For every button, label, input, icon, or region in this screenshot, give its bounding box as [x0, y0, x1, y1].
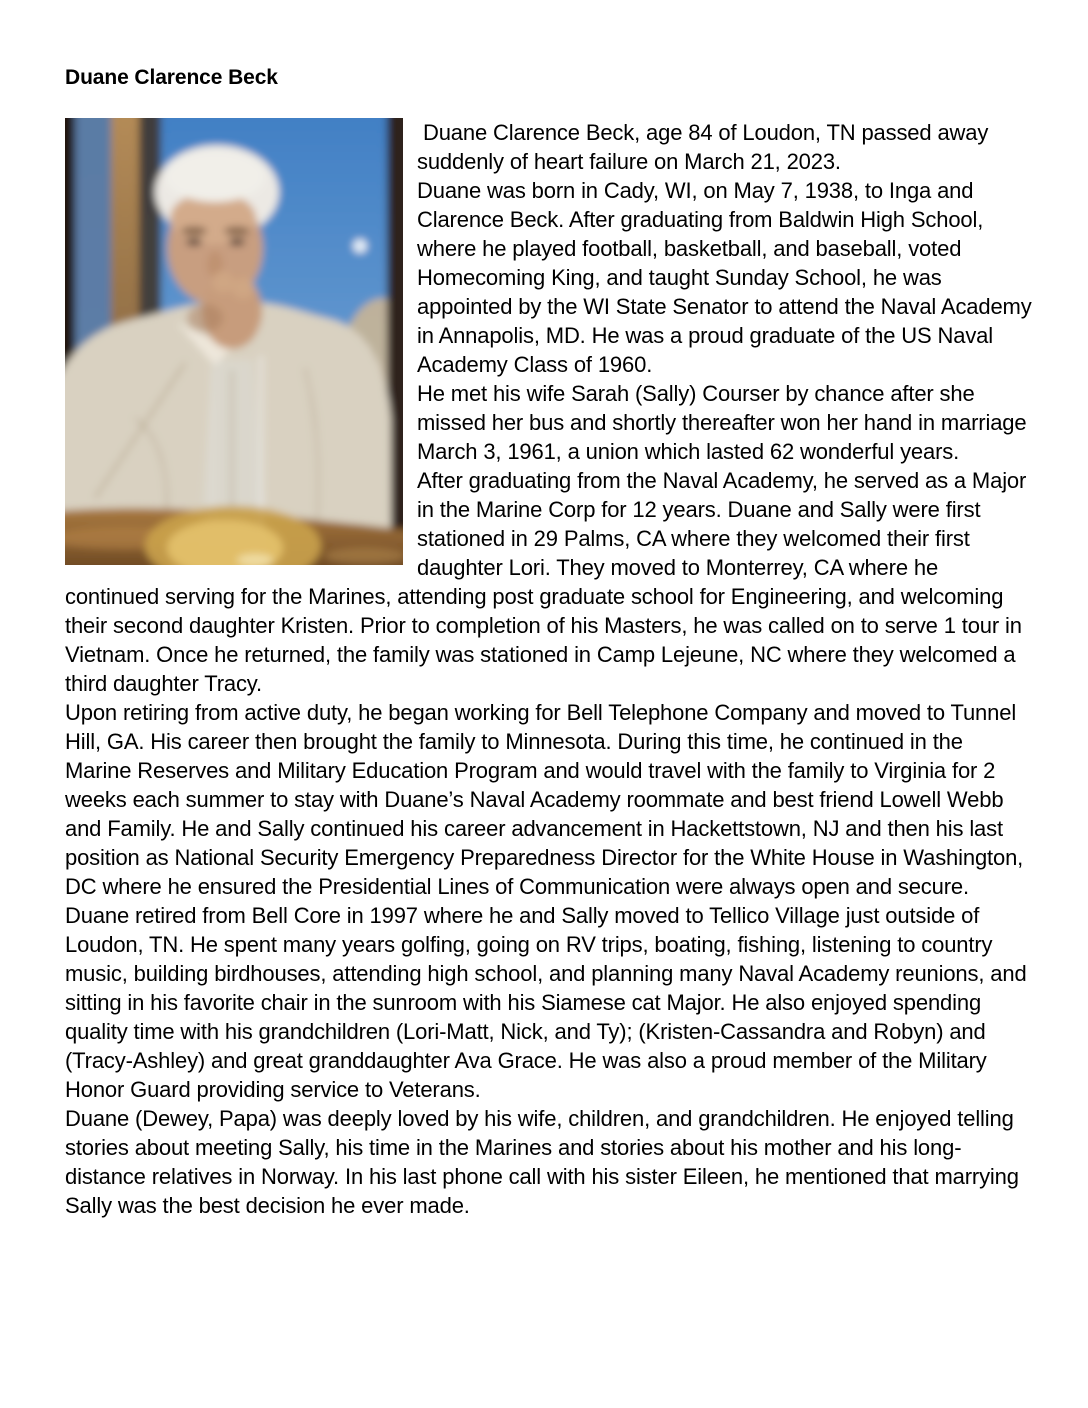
paragraph-2: Duane was born in Cady, WI, on May 7, 1938, to Inga and Clarence Beck. After graduating from Baldwin High School, where he played football, basketball, and baseball, voted Homecoming King, and taught Sunday School, he was appointed by the WI State Senator to attend the Naval Academy in Annapolis, MD. He was a proud graduate of the US Naval Academy Class of 1960. — [417, 178, 1038, 377]
paragraph-5: Upon retiring from active duty, he began working for Bell Telephone Company and moved to Tunnel Hill, GA. His career then brought the family to Minnesota. During this time, he continued in the Marine Reserves and Military Education Program and would travel with the family to Virginia for 2 weeks each summer to stay with Duane’s Naval Academy roommate and best friend Lowell Webb and Family. He and Sally continued his career advancement in Hackettstown, NJ and then his last position as National Security Emergency Preparedness Director for the White House in Washington, DC where he ensured the Presidential Lines of Communication were always open and secure. — [65, 700, 1030, 899]
page-title: Duane Clarence Beck — [65, 66, 278, 89]
paragraph-7: Duane (Dewey, Papa) was deeply loved by his wife, children, and grandchildren. He enjoyed telling stories about meeting Sally, his time in the Marines and stories about his mother and his long-distance relatives in Norway. In his last phone call with his sister Eileen, he mentioned that marrying Sally was the best decision he ever made. — [65, 1106, 1025, 1218]
paragraph-4: After graduating from the Naval Academy, he served as a Major in the Marine Corp for 12 years. Duane and Sally were first stationed in 29 Palms, CA where they welcomed their first daughter Lori. They moved to Monterrey, CA where he continued serving for the Marines, attending post graduate school for Engineering, and welcoming their second daughter Kristen. Prior to completion of his Masters, he was called on to serve 1 tour in Vietnam. Once he returned, the family was stationed in Camp Lejeune, NC where they welcomed a third daughter Tracy. — [65, 468, 1033, 696]
paragraph-6: Duane retired from Bell Core in 1997 where he and Sally moved to Tellico Village just outside of Loudon, TN. He spent many years golfing, going on RV trips, boating, fishing, listening to country music, building birdhouses, attending high school, and planning many Naval Academy reunions, and sitting in his favorite chair in the sunroom with his Siamese cat Major. He also enjoyed spending quality time with his grandchildren (Lori-Matt, Nick, and Ty); (Kristen-Cassandra and Robyn) and (Tracy-Ashley) and great granddaughter Ava Grace. He was also a proud member of the Military Honor Guard providing service to Veterans. — [65, 903, 1033, 1102]
paragraph-3: He met his wife Sarah (Sally) Courser by chance after she missed her bus and shortly thereafter won her hand in marriage March 3, 1961, a union which lasted 62 wonderful years. — [417, 381, 1033, 464]
obituary-body — [65, 118, 1038, 1220]
portrait-photo-illustration — [65, 118, 403, 565]
portrait-photo — [65, 118, 403, 565]
paragraph-1: Duane Clarence Beck, age 84 of Loudon, TN passed away suddenly of heart failure on March 21, 2023. — [417, 120, 995, 174]
